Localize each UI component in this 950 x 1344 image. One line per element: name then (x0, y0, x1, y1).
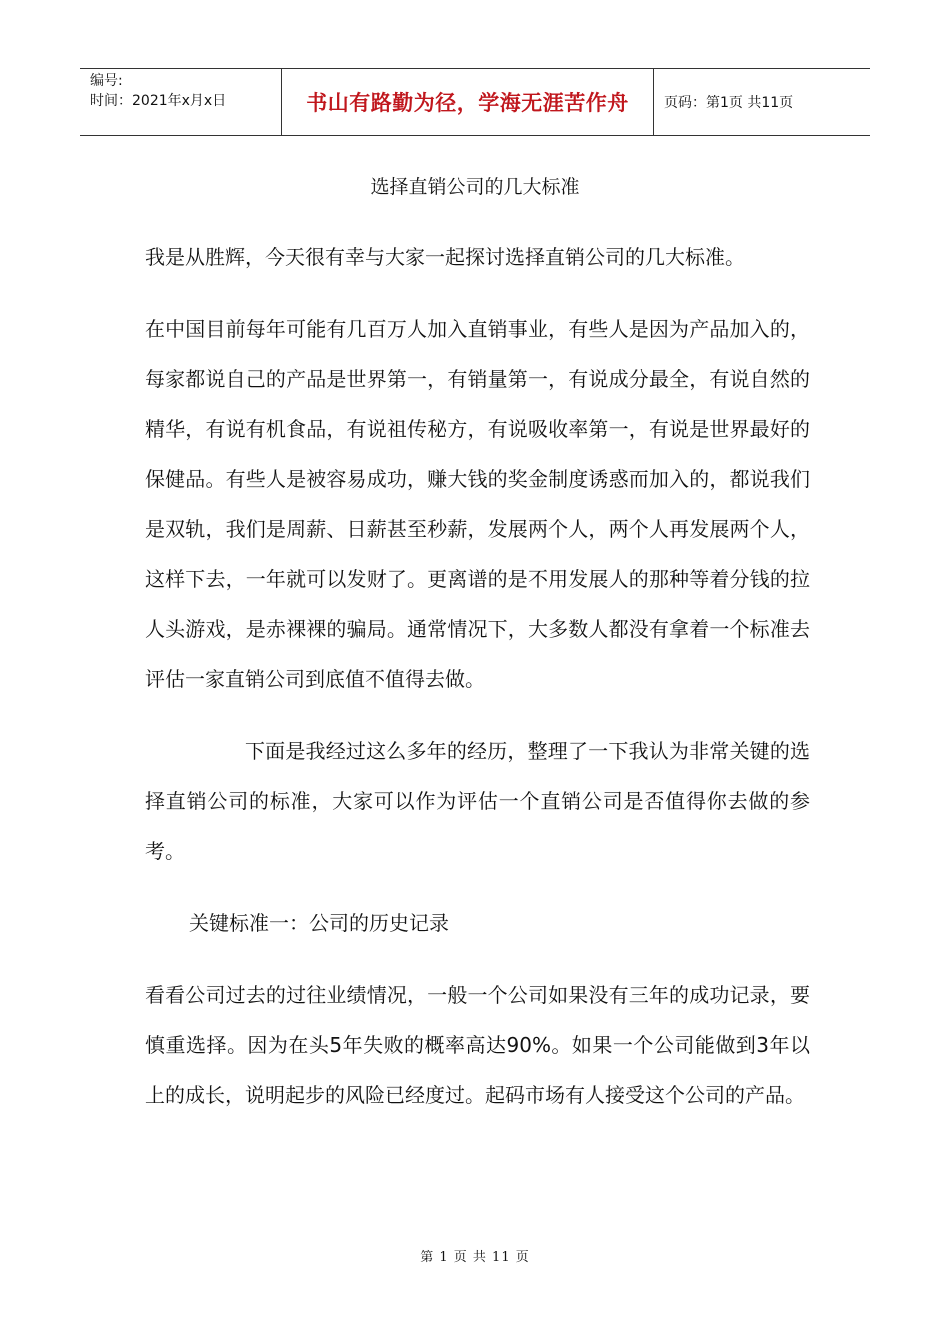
header-page-cell (654, 69, 870, 135)
number-label: 编号: (90, 73, 123, 89)
header-table (80, 68, 870, 136)
page-info: 页码：第1页 共11页 (664, 95, 794, 111)
lead-paragraph: 下面是我经过这么多年的经历，整理了一下我认为非常关键的选择直销公司的标准，大家可以作为评估一个直销公司是否值得你去做的参考。 (145, 739, 810, 863)
history-paragraph: 看看公司过去的过往业绩情况，一般一个公司如果没有三年的成功记录，要慎重选择。因为在头5年失败的概率高达90%。如果一个公司能做到3年以上的成长，说明起步的风险已经度过。起码市场有人接受这个公司的产品。 (145, 983, 810, 1107)
header-meta-cell (80, 69, 282, 135)
document-body (145, 232, 810, 1120)
intro-paragraph: 我是从胜辉，今天很有幸与大家一起探讨选择直销公司的几大标准。 (145, 245, 745, 269)
motto-text: 书山有路勤为径，学海无涯苦作舟 (306, 91, 629, 115)
main-paragraph: 在中国目前每年可能有几百万人加入直销事业，有些人是因为产品加入的，每家都说自己的产品是世界第一，有销量第一，有说成分最全，有说自然的精华，有说有机食品，有说祖传秘方，有说吸收率第一，有说是世界最好的保健品。有些人是被容易成功，赚大钱的奖金制度诱惑而加入的，都说我们是双轨，我们是周薪、日薪甚至秒薪，发展两个人，两个人再发展两个人，这样下去，一年就可以发财了。更离谱的是不用发展人的那种等着分钱的拉人头游戏，是赤裸裸的骗局。通常情况下，大多数人都没有拿着一个标准去评估一家直销公司到底值不值得去做。 (145, 317, 810, 691)
document-title: 选择直销公司的几大标准 (370, 176, 580, 198)
page-footer: 第 1 页 共 11 页 (420, 1250, 530, 1265)
time-label: 时间：2021年x月x日 (90, 93, 227, 109)
section-heading: 关键标准一：公司的历史记录 (189, 911, 449, 935)
header-motto-cell (282, 69, 654, 135)
